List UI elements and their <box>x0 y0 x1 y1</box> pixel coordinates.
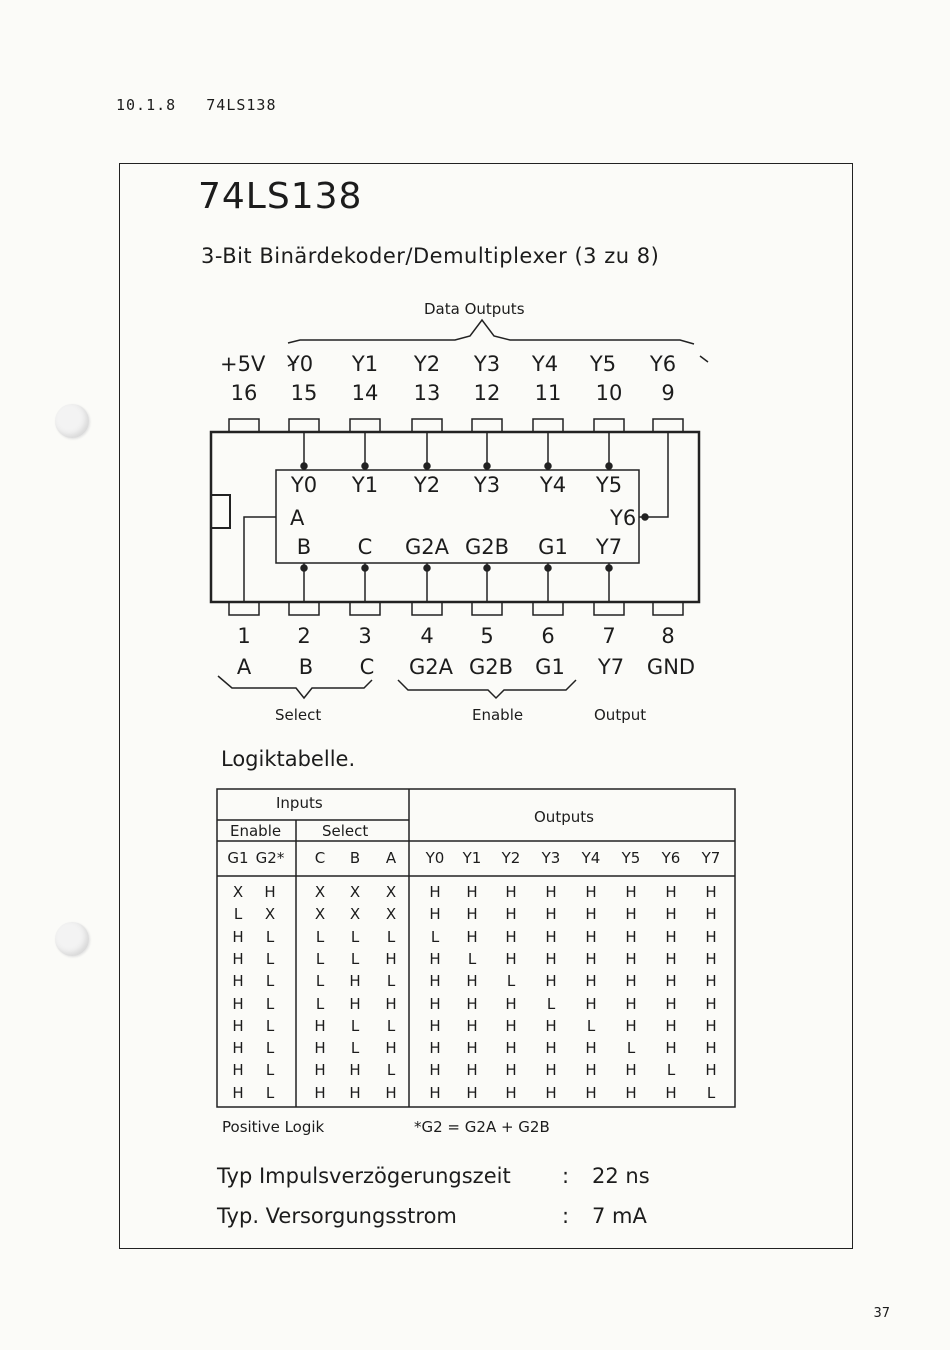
table-cell: H <box>505 1061 517 1080</box>
inner-top-label: Y2 <box>413 473 441 497</box>
top-pin-number: 11 <box>534 381 562 405</box>
table-cell: H <box>466 1016 478 1035</box>
top-pin-name: Y5 <box>589 352 617 376</box>
table-cell: L <box>506 972 516 991</box>
spec-current-value: 7 mA <box>592 1204 647 1228</box>
table-cell: L <box>626 1039 636 1058</box>
table-cell: H <box>505 994 517 1013</box>
spec-delay-value: 22 ns <box>592 1164 650 1188</box>
table-cell: H <box>349 972 361 991</box>
table-cell: X <box>349 883 361 901</box>
top-pin-number: 14 <box>351 381 379 405</box>
column-header: Y5 <box>621 849 641 867</box>
bottom-pin-number: 1 <box>237 624 251 648</box>
table-cell: H <box>585 1083 597 1102</box>
table-cell: H <box>545 927 557 946</box>
table-cell: H <box>385 1083 397 1102</box>
table-cell: L <box>315 949 325 968</box>
table-cell: H <box>585 949 597 968</box>
table-cell: H <box>625 905 637 924</box>
table-cell: H <box>545 949 557 968</box>
inner-top-label: Y5 <box>595 473 623 497</box>
table-cell: H <box>545 905 557 924</box>
top-pin-name: Y0 <box>286 352 314 376</box>
spec-current-sep: : <box>562 1204 570 1228</box>
table-cell: H <box>545 1083 557 1102</box>
table-cell: H <box>349 1083 361 1102</box>
output-label: Output <box>594 706 647 724</box>
table-cell: L <box>265 949 275 968</box>
table-cell: L <box>350 1039 360 1058</box>
table-cell: H <box>585 1061 597 1080</box>
inner-label-a: A <box>290 506 305 530</box>
table-cell: H <box>665 1016 677 1035</box>
page-number: 37 <box>873 1306 890 1321</box>
column-header: G1 <box>227 849 249 867</box>
table-cell: H <box>625 927 637 946</box>
table-cell: H <box>232 1061 244 1080</box>
table-cell: L <box>265 1083 275 1102</box>
table-cell: H <box>385 949 397 968</box>
table-cell: H <box>429 1016 441 1035</box>
table-cell: H <box>466 905 478 924</box>
table-cell: L <box>350 927 360 946</box>
table-cell: L <box>265 1061 275 1080</box>
bottom-pin-number: 3 <box>358 624 372 648</box>
table-cell: X <box>385 905 397 924</box>
table-cell: H <box>429 949 441 968</box>
table-cell: H <box>625 972 637 991</box>
table-cell: H <box>585 1039 597 1058</box>
table-cell: H <box>349 1061 361 1080</box>
bottom-pin-name: Y7 <box>597 655 625 679</box>
table-cell: H <box>466 1039 478 1058</box>
table-cell: H <box>429 1039 441 1058</box>
bottom-pin-name: G2A <box>409 655 453 679</box>
top-pin-number: 12 <box>473 381 501 405</box>
table-cell: H <box>232 927 244 946</box>
spec-delay-sep: : <box>562 1164 570 1188</box>
bottom-pin-number: 2 <box>297 624 311 648</box>
spec-current-label: Typ. Versorgungsstrom <box>217 1204 457 1228</box>
bottom-pin-name: B <box>298 655 314 679</box>
top-pin-number: 9 <box>661 381 675 405</box>
table-cell: H <box>429 883 441 901</box>
inputs-header: Inputs <box>276 794 323 812</box>
top-pin-number: 16 <box>230 381 258 405</box>
table-cell: H <box>625 1061 637 1080</box>
part-number: 74LS138 <box>206 96 277 114</box>
top-pin-name: Y6 <box>649 352 677 376</box>
table-cell: H <box>625 949 637 968</box>
table-cell: H <box>545 883 557 901</box>
table-cell: H <box>466 972 478 991</box>
table-cell: H <box>705 1039 717 1058</box>
table-cell: H <box>466 883 478 901</box>
table-cell: H <box>705 927 717 946</box>
table-cell: H <box>505 1039 517 1058</box>
spec-delay-label: Typ Impulsverzögerungszeit <box>217 1164 511 1188</box>
table-cell: L <box>265 1016 275 1035</box>
table-cell: L <box>265 927 275 946</box>
table-cell: H <box>505 927 517 946</box>
table-cell: H <box>466 927 478 946</box>
table-cell: H <box>466 994 478 1013</box>
table-cell: H <box>429 994 441 1013</box>
inner-top-label: Y3 <box>473 473 501 497</box>
column-header: A <box>385 849 397 867</box>
top-pin-name: Y2 <box>413 352 441 376</box>
table-cell: H <box>264 883 276 901</box>
column-header: G2* <box>255 849 285 867</box>
table-cell: X <box>385 883 397 901</box>
inner-bottom-label: G2B <box>464 535 510 559</box>
table-cell: L <box>467 949 477 968</box>
table-cell: H <box>705 972 717 991</box>
table-cell: L <box>430 927 440 946</box>
table-cell: H <box>705 949 717 968</box>
table-cell: X <box>314 883 326 901</box>
data-outputs-label: Data Outputs <box>424 300 525 318</box>
logic-table-title: Logiktabelle. <box>221 747 356 771</box>
table-cell: H <box>505 1083 517 1102</box>
table-cell: H <box>545 1061 557 1080</box>
table-cell: H <box>314 1083 326 1102</box>
positive-logic-note: Positive Logik <box>222 1118 325 1136</box>
table-cell: H <box>314 1016 326 1035</box>
table-cell: L <box>666 1061 676 1080</box>
inner-top-label: Y0 <box>290 473 318 497</box>
table-cell: H <box>466 1083 478 1102</box>
table-cell: H <box>505 949 517 968</box>
top-pin-name: +5V <box>220 352 266 376</box>
bottom-pin-number: 4 <box>420 624 434 648</box>
top-pin-name: Y1 <box>351 352 379 376</box>
column-header: Y0 <box>425 849 445 867</box>
bottom-pin-name: A <box>236 655 252 679</box>
chip-subtitle: 3-Bit Binärdekoder/Demultiplexer (3 zu 8) <box>201 244 660 268</box>
table-cell: L <box>315 994 325 1013</box>
table-cell: L <box>350 1016 360 1035</box>
bottom-pin-name: G2B <box>468 655 514 679</box>
table-cell: H <box>585 972 597 991</box>
table-cell: L <box>233 905 243 924</box>
column-header: B <box>349 849 361 867</box>
table-cell: H <box>665 994 677 1013</box>
table-cell: H <box>585 927 597 946</box>
bottom-pin-name: C <box>359 655 375 679</box>
table-cell: H <box>429 905 441 924</box>
inner-bottom-label: C <box>357 535 373 559</box>
top-pin-name: Y4 <box>531 352 559 376</box>
table-cell: L <box>546 994 556 1013</box>
table-cell: H <box>385 994 397 1013</box>
table-cell: H <box>665 949 677 968</box>
table-cell: H <box>665 883 677 901</box>
table-cell: H <box>429 972 441 991</box>
table-cell: X <box>264 905 276 924</box>
inner-top-label: Y4 <box>539 473 567 497</box>
table-cell: H <box>625 883 637 901</box>
top-pin-number: 10 <box>595 381 623 405</box>
bottom-pin-name: G1 <box>535 655 565 679</box>
table-cell: H <box>665 972 677 991</box>
table-cell: X <box>232 883 244 901</box>
table-cell: H <box>232 972 244 991</box>
inner-bottom-label: B <box>296 535 312 559</box>
top-pin-number: 15 <box>290 381 318 405</box>
select-label: Select <box>275 706 322 724</box>
table-cell: H <box>665 905 677 924</box>
table-cell: H <box>665 1083 677 1102</box>
select-header: Select <box>322 822 369 840</box>
table-cell: H <box>545 1039 557 1058</box>
column-header: Y3 <box>541 849 561 867</box>
table-cell: H <box>705 883 717 901</box>
table-cell: L <box>386 1061 396 1080</box>
table-cell: H <box>232 1016 244 1035</box>
table-cell: L <box>586 1016 596 1035</box>
table-cell: H <box>314 1061 326 1080</box>
table-cell: H <box>625 1083 637 1102</box>
table-cell: H <box>385 1039 397 1058</box>
table-cell: H <box>232 1039 244 1058</box>
table-cell: L <box>265 972 275 991</box>
section-number: 10.1.8 <box>116 96 177 114</box>
table-cell: L <box>706 1083 716 1102</box>
table-cell: H <box>349 994 361 1013</box>
table-cell: L <box>315 972 325 991</box>
table-cell: L <box>350 949 360 968</box>
table-cell: H <box>625 994 637 1013</box>
table-cell: H <box>505 1016 517 1035</box>
table-cell: L <box>265 994 275 1013</box>
table-cell: H <box>705 905 717 924</box>
column-header: Y1 <box>462 849 482 867</box>
column-header: C <box>314 849 326 867</box>
table-cell: H <box>505 883 517 901</box>
table-cell: L <box>386 927 396 946</box>
inner-bottom-label: G2A <box>405 535 449 559</box>
inner-top-label: Y1 <box>351 473 379 497</box>
table-cell: L <box>386 1016 396 1035</box>
table-cell: H <box>232 949 244 968</box>
table-cell: H <box>505 905 517 924</box>
table-cell: H <box>665 1039 677 1058</box>
bottom-pin-name: GND <box>646 655 696 679</box>
table-cell: H <box>545 972 557 991</box>
table-cell: L <box>386 972 396 991</box>
column-header: Y6 <box>661 849 681 867</box>
top-pin-number: 13 <box>413 381 441 405</box>
enable-header: Enable <box>230 822 282 840</box>
inner-bottom-label: G1 <box>538 535 568 559</box>
enable-label: Enable <box>472 706 524 724</box>
column-header: Y2 <box>501 849 521 867</box>
table-cell: H <box>314 1039 326 1058</box>
table-cell: X <box>314 905 326 924</box>
table-cell: H <box>705 1061 717 1080</box>
table-cell: H <box>429 1083 441 1102</box>
table-cell: H <box>585 905 597 924</box>
bottom-pin-number: 7 <box>602 624 616 648</box>
table-cell: H <box>585 883 597 901</box>
table-cell: H <box>466 1061 478 1080</box>
chip-title: 74LS138 <box>198 176 363 217</box>
top-pin-name: Y3 <box>473 352 501 376</box>
table-cell: H <box>585 994 597 1013</box>
table-cell: H <box>705 1016 717 1035</box>
table-cell: L <box>315 927 325 946</box>
table-cell: H <box>705 994 717 1013</box>
g2-footnote: *G2 = G2A + G2B <box>414 1118 550 1136</box>
table-cell: H <box>625 1016 637 1035</box>
inner-label-y6: Y6 <box>610 506 637 530</box>
table-cell: X <box>349 905 361 924</box>
table-cell: H <box>545 1016 557 1035</box>
table-cell: H <box>665 927 677 946</box>
bottom-pin-number: 5 <box>480 624 494 648</box>
bottom-pin-number: 6 <box>541 624 555 648</box>
table-cell: H <box>232 1083 244 1102</box>
bottom-pin-number: 8 <box>661 624 675 648</box>
table-cell: H <box>232 994 244 1013</box>
column-header: Y4 <box>581 849 601 867</box>
table-cell: H <box>429 1061 441 1080</box>
table-cell: L <box>265 1039 275 1058</box>
outputs-header: Outputs <box>534 808 594 826</box>
inner-bottom-label: Y7 <box>595 535 623 559</box>
column-header: Y7 <box>701 849 721 867</box>
